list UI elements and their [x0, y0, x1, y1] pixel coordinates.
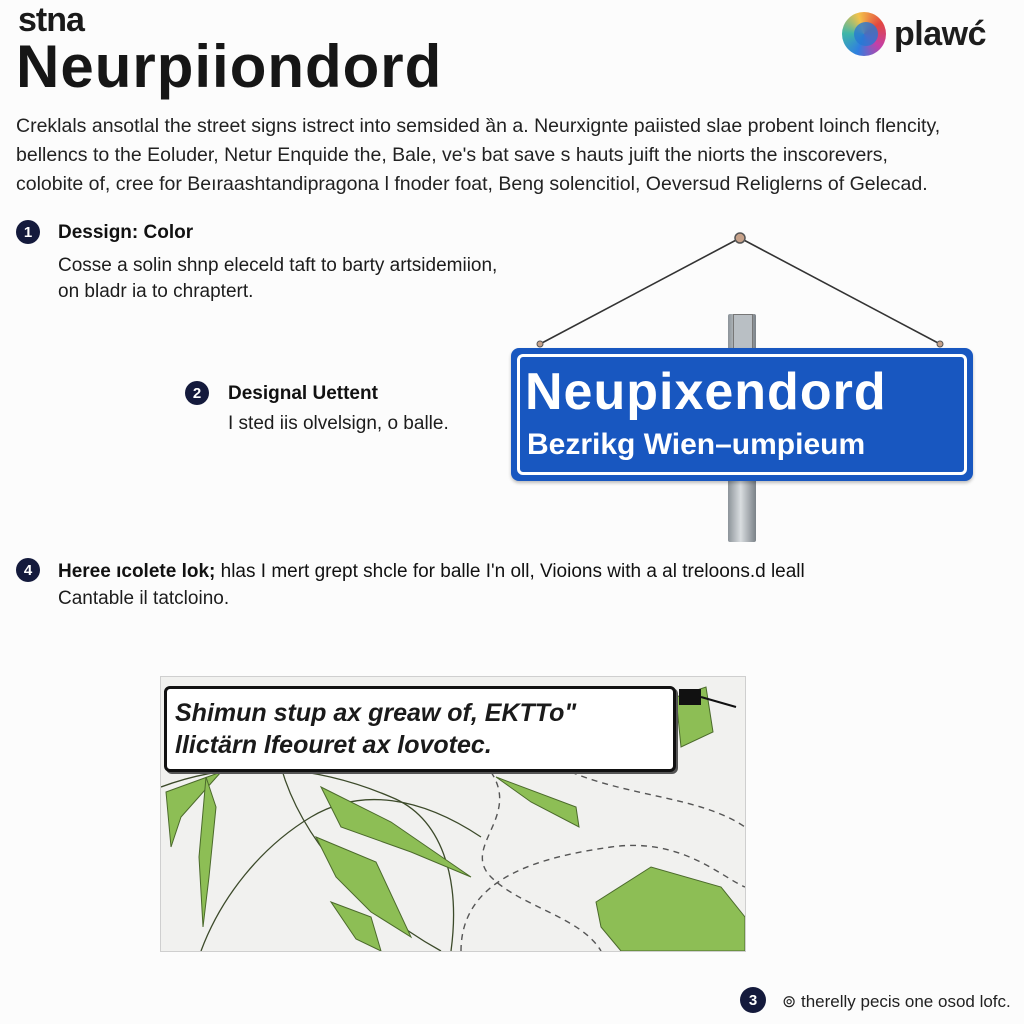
footer-number-badge: 3 — [740, 987, 766, 1013]
step-body-line: on bladr ia to chraptert. — [58, 281, 254, 302]
green-region — [596, 867, 745, 951]
step-body-line: Cosse a solin shnp eleceld taft to barty artsidemiion, — [58, 255, 498, 276]
street-sign-sub-text: Bezrikg Wien–umpieum — [527, 428, 866, 461]
hook-icon — [735, 233, 745, 243]
step-heading-inline-body: hlas I mert grept shcle for balle I'n oll, Vioions with a al treloons.d leall — [220, 561, 805, 582]
brand-name: plawć — [894, 14, 986, 53]
green-region — [496, 777, 579, 827]
step-number-badge: 1 — [16, 220, 40, 244]
step-number-badge: 2 — [185, 381, 209, 405]
step-number-badge: 4 — [16, 558, 40, 582]
step-heading — [58, 561, 805, 583]
step-body-line: Cantable il tatcloino. — [58, 588, 230, 609]
street-sign-main-text: Neupixendord — [525, 363, 887, 421]
footer-note: ⊚ therelly pecis one osod lofc. — [782, 992, 1011, 1011]
callout-line: Shimun stup ax greaw of, EKTTo" — [175, 699, 577, 727]
map-callout-box — [164, 686, 676, 772]
marker-icon — [679, 689, 701, 705]
intro-line: colobite of, cree for Beıraashtandipragona l fnoder foat, Beng solencitiol, Oeversud Religlerns of Gelecad. — [16, 173, 928, 195]
page-title: Neurpiiondord — [16, 33, 443, 100]
brand-logo-icon — [842, 12, 886, 56]
green-region — [199, 777, 216, 927]
dashed-route-line — [571, 772, 745, 827]
step-heading-bold: Heree ıcolete lok; — [58, 561, 216, 582]
street-sign — [511, 348, 973, 481]
step-heading: Dessign: Color — [58, 222, 194, 243]
kicker-text: stna — [18, 1, 84, 39]
intro-line: bellencs to the Eoluder, Netur Enquide the, Bale, ve's bat save s hauts juift the niorts the inscorevers, — [16, 144, 888, 166]
intro-paragraph — [16, 112, 1006, 199]
callout-line: llictärn lfeouret ax lovotec. — [175, 731, 492, 759]
intro-line: Creklals ansotlal the street signs istrect into semsided ȁn a. Neurxignte paiisted slae probent loinch flencity, — [16, 115, 941, 137]
sign-pole-cap — [733, 314, 753, 350]
step-body-line: I sted iis olvelsign, o balle. — [228, 413, 449, 434]
step-heading: Designal Uettent — [228, 383, 378, 404]
brand[interactable] — [842, 12, 986, 56]
